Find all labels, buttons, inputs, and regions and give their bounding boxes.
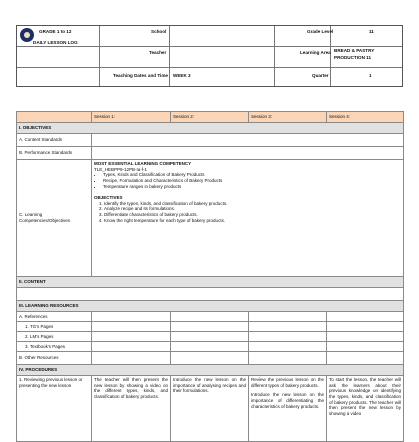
- dates-value: WEEK 3: [173, 73, 191, 78]
- procedures-title: IV. PROCEDURES: [17, 365, 404, 376]
- table-cell: [171, 332, 249, 342]
- competencies-cell: [92, 160, 404, 277]
- session1-procedure: The teacher will then present the new lesson by showing a video on the different types, kinds, and classification of bakery products.: [92, 376, 171, 442]
- table-row: [17, 147, 404, 160]
- table-row: [17, 376, 404, 442]
- list-item: 4. Know the right temperature for each type of bakery products.: [104, 218, 401, 224]
- review-lesson-label: 1. Reviewing previous lesson or presenting the new lesson: [17, 376, 92, 442]
- session3-procedure: [249, 376, 327, 442]
- learning-area-value: BREAD & PASTRY PRODUCTION 11: [334, 48, 375, 60]
- session4-procedure: [327, 376, 404, 442]
- table-cell: [249, 342, 327, 352]
- header-divider: [274, 26, 275, 86]
- content-title: II. CONTENT: [17, 277, 404, 288]
- lm-pages-label: 2. LM's Pages: [17, 332, 92, 342]
- table-cell: [327, 332, 404, 342]
- list-item: • Temperature ranges in bakery products: [103, 184, 401, 190]
- table-cell: [92, 312, 171, 322]
- session4-text: To start the lesson, the teacher will ask the learners about their previous knowledge on identifying the types, kinds, and classification of bakery products. The teacher will then present the new lesson by showing a video: [329, 377, 401, 416]
- table-row: [17, 322, 404, 332]
- table-row: [17, 352, 404, 365]
- table-cell: [249, 352, 327, 365]
- deped-seal-icon: [20, 28, 34, 42]
- objectives-subtitle: OBJECTIVES: [94, 195, 123, 201]
- grade-level-value: 11: [369, 29, 374, 34]
- other-resources-label: B. Other Resources: [17, 352, 92, 365]
- melc-title: MOST ESSENTIAL LEARNING COMPETENCY: [94, 161, 192, 166]
- table-cell: [92, 352, 171, 365]
- melc-list: [94, 172, 401, 189]
- melc-code: TLE_HEBPP9-12PB-Ia-f-1: [94, 166, 148, 172]
- header-divider: [17, 67, 402, 68]
- objectives-list: [94, 201, 401, 224]
- textbook-pages-label: 3. Textbook's Pages: [17, 342, 92, 352]
- session-header: Session 2:: [171, 112, 249, 123]
- content-cell: [17, 288, 404, 301]
- list-item: • Types, Kinds and Classification of Bakery Products: [103, 172, 401, 178]
- quarter-label: Quarter: [312, 73, 329, 78]
- references-label: A. References: [17, 312, 92, 322]
- dates-label: Teaching Dates and Time: [113, 73, 168, 78]
- header-divider: [330, 26, 331, 86]
- school-label: School: [151, 29, 167, 34]
- lesson-log-table: [16, 111, 404, 442]
- content-standards-cell: [92, 134, 404, 147]
- table-cell: [249, 312, 327, 322]
- session-header: Session 4:: [327, 112, 404, 123]
- log-title: DAILY LESSON LOG: [33, 40, 78, 45]
- table-cell: [327, 312, 404, 322]
- performance-standards-cell: [92, 147, 404, 160]
- quarter-value: 1: [369, 73, 372, 78]
- resources-title: III. LEARNING RESOURCES: [17, 301, 404, 312]
- list-item: 1. Identify the types, kinds, and classification of bakery products.: [104, 201, 401, 207]
- table-cell: [171, 352, 249, 365]
- table-row: [17, 288, 404, 301]
- session2-procedure: Introduce the new lesson on the importance of analysing recipes and their formulations.: [171, 376, 249, 442]
- table-cell: [92, 322, 171, 332]
- section-row: [17, 301, 404, 312]
- session3-introduce: Introduce the new lesson on the importance of differentiating the characteristics of bakery products.: [251, 392, 324, 409]
- grade-level-label: Grade Level: [307, 29, 334, 34]
- session-header: Session 3:: [249, 112, 327, 123]
- table-cell: [171, 342, 249, 352]
- objectives-title: I. OBJECTIVES: [17, 123, 404, 134]
- content-standards-label: A. Content Standards: [17, 134, 92, 147]
- session3-review: Review the previous lesson on the different types of bakery products.: [251, 377, 324, 388]
- teacher-label: Teacher: [149, 50, 167, 55]
- list-item: • Recipe, Formulation and Characteristics of Bakery Products: [103, 178, 401, 184]
- learning-area-label: Learning Area: [300, 50, 331, 55]
- list-item: 2. Analyze recipe and its formulations.: [104, 206, 401, 212]
- table-row: [17, 134, 404, 147]
- sessions-header-row: [17, 112, 404, 123]
- section-row: [17, 277, 404, 288]
- table-cell: [249, 332, 327, 342]
- table-row: [17, 342, 404, 352]
- table-cell: [327, 352, 404, 365]
- lesson-log-header: [16, 25, 403, 87]
- list-item: 3. Differentiate characteristics of bakery products.: [104, 212, 401, 218]
- table-row: [17, 160, 404, 277]
- tg-pages-label: 1. TG's Pages: [17, 322, 92, 332]
- header-divider: [99, 26, 100, 86]
- competencies-label: C. Learning Competencies/Objectives: [17, 160, 92, 277]
- session-header: Session 1:: [92, 112, 171, 123]
- table-cell: [327, 322, 404, 332]
- table-cell: [171, 312, 249, 322]
- header-divider: [169, 26, 170, 86]
- table-cell: [92, 342, 171, 352]
- table-cell: [249, 322, 327, 332]
- table-cell: [171, 322, 249, 332]
- table-cell: [92, 332, 171, 342]
- performance-standards-label: B. Performance Standards: [17, 147, 92, 160]
- table-row: [17, 312, 404, 322]
- sessions-corner: [17, 112, 92, 123]
- header-divider: [17, 46, 402, 47]
- section-row: [17, 365, 404, 376]
- grade-range: GRADE 1 to 12: [39, 29, 72, 34]
- table-cell: [327, 342, 404, 352]
- table-row: [17, 332, 404, 342]
- section-row: [17, 123, 404, 134]
